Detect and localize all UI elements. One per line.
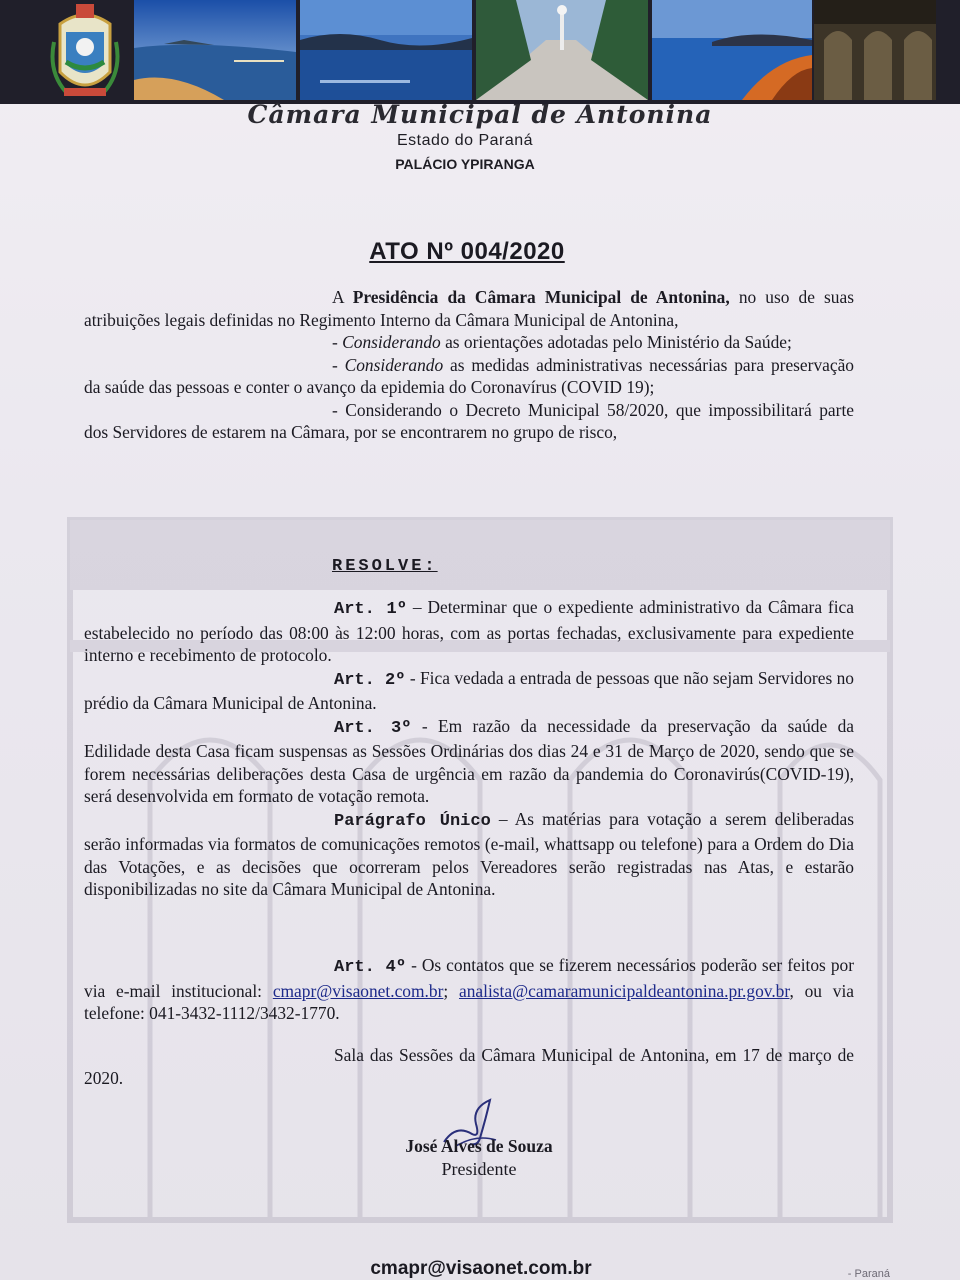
sole-paragraph: Parágrafo Único – As matérias para votação a serem deliberadas serão informadas via formatos de comunicações remotos (e-mail, whattsapp ou telefone) para a Ordem do Dia das Votações, e as decisões que ocorreram pelos Vereadores serão registradas nas Atas, e estarão disponibilizadas no site da Câmara Municipal de Antonina. <box>84 808 854 899</box>
email-link-analyst[interactable]: analista@camaramunicipaldeantonina.pr.gov.br <box>458 980 790 1001</box>
coat-of-arms-icon <box>46 2 124 102</box>
articles <box>84 596 854 901</box>
act-title: ATO Nº 004/2020 <box>369 238 565 265</box>
considering-3: - Considerando o Decreto Municipal 58/2020, que impossibilitará parte dos Servidores de estarem na Câmara, por se encontrarem no grupo de risco, <box>84 399 854 442</box>
signatory-role: Presidente <box>441 1159 517 1179</box>
resolve-heading: RESOLVE: <box>332 557 438 576</box>
email-link-primary[interactable]: cmapr@visaonet.com.br <box>272 980 444 1001</box>
article-4-block <box>84 954 854 1025</box>
palace-name: PALÁCIO YPIRANGA <box>395 156 535 172</box>
closing-block <box>84 1044 854 1089</box>
state-name: Estado do Paraná <box>396 132 534 149</box>
considering-2: - Considerando as medidas administrativas necessárias para preservação da saúde das pessoas e conter o avanço da epidemia do Coronavírus (COVID 19); <box>84 354 854 397</box>
preamble-paragraph: A Presidência da Câmara Municipal de Antonina, no uso de suas atribuições legais definidas no Regimento Interno da Câmara Municipal de Antonina, <box>84 287 854 330</box>
considering-1: - Considerando as orientações adotadas pelo Ministério da Saúde; <box>332 332 792 352</box>
footer-fragment: - Paraná <box>847 1268 890 1280</box>
signatory-name: José Alves de Souza <box>405 1136 553 1156</box>
photo-sunset-bay <box>652 0 812 100</box>
photo-old-building <box>814 0 936 100</box>
article-1: Art. 1º – Determinar que o expediente administrativo da Câmara fica estabelecido no período das 08:00 às 12:00 horas, com as portas fechadas, exclusivamente para expediente interno e recebimento de protocolo. <box>84 597 854 665</box>
preamble <box>84 286 854 444</box>
article-2: Art. 2º - Fica vedada a entrada de pessoas que não sejam Servidores no prédio da Câmara Municipal de Antonina. <box>84 667 854 713</box>
photo-bay <box>134 0 296 100</box>
header-banner <box>0 0 960 104</box>
footer-email: cmapr@visaonet.com.br <box>370 1258 592 1279</box>
closing-paragraph: Sala das Sessões da Câmara Municipal de Antonina, em 17 de março de 2020. <box>84 1045 854 1088</box>
article-4: Art. 4º - Os contatos que se fizerem necessários poderão ser feitos por via e-mail institucional: cmapr@visaonet.com.br; analista@camaramunicipaldeantonina.pr.gov.br, ou via telefone: 041-3432-1112/3432-1770. <box>84 955 854 1023</box>
photo-islands <box>300 0 472 100</box>
photo-promenade <box>476 0 648 100</box>
institution-name: Câmara Municipal de Antonina <box>247 100 713 129</box>
article-3: Art. 3º - Em razão da necessidade da preservação da saúde da Edilidade desta Casa ficam suspensas as Sessões Ordinárias dos dias 24 e 31 de Março de 2020, sendo que se forem necessárias deliberações desta Casa de urgência em razão da pandemia do Coronavirús(COVID-19), será desenvolvida em formato de votação remota. <box>84 715 854 806</box>
